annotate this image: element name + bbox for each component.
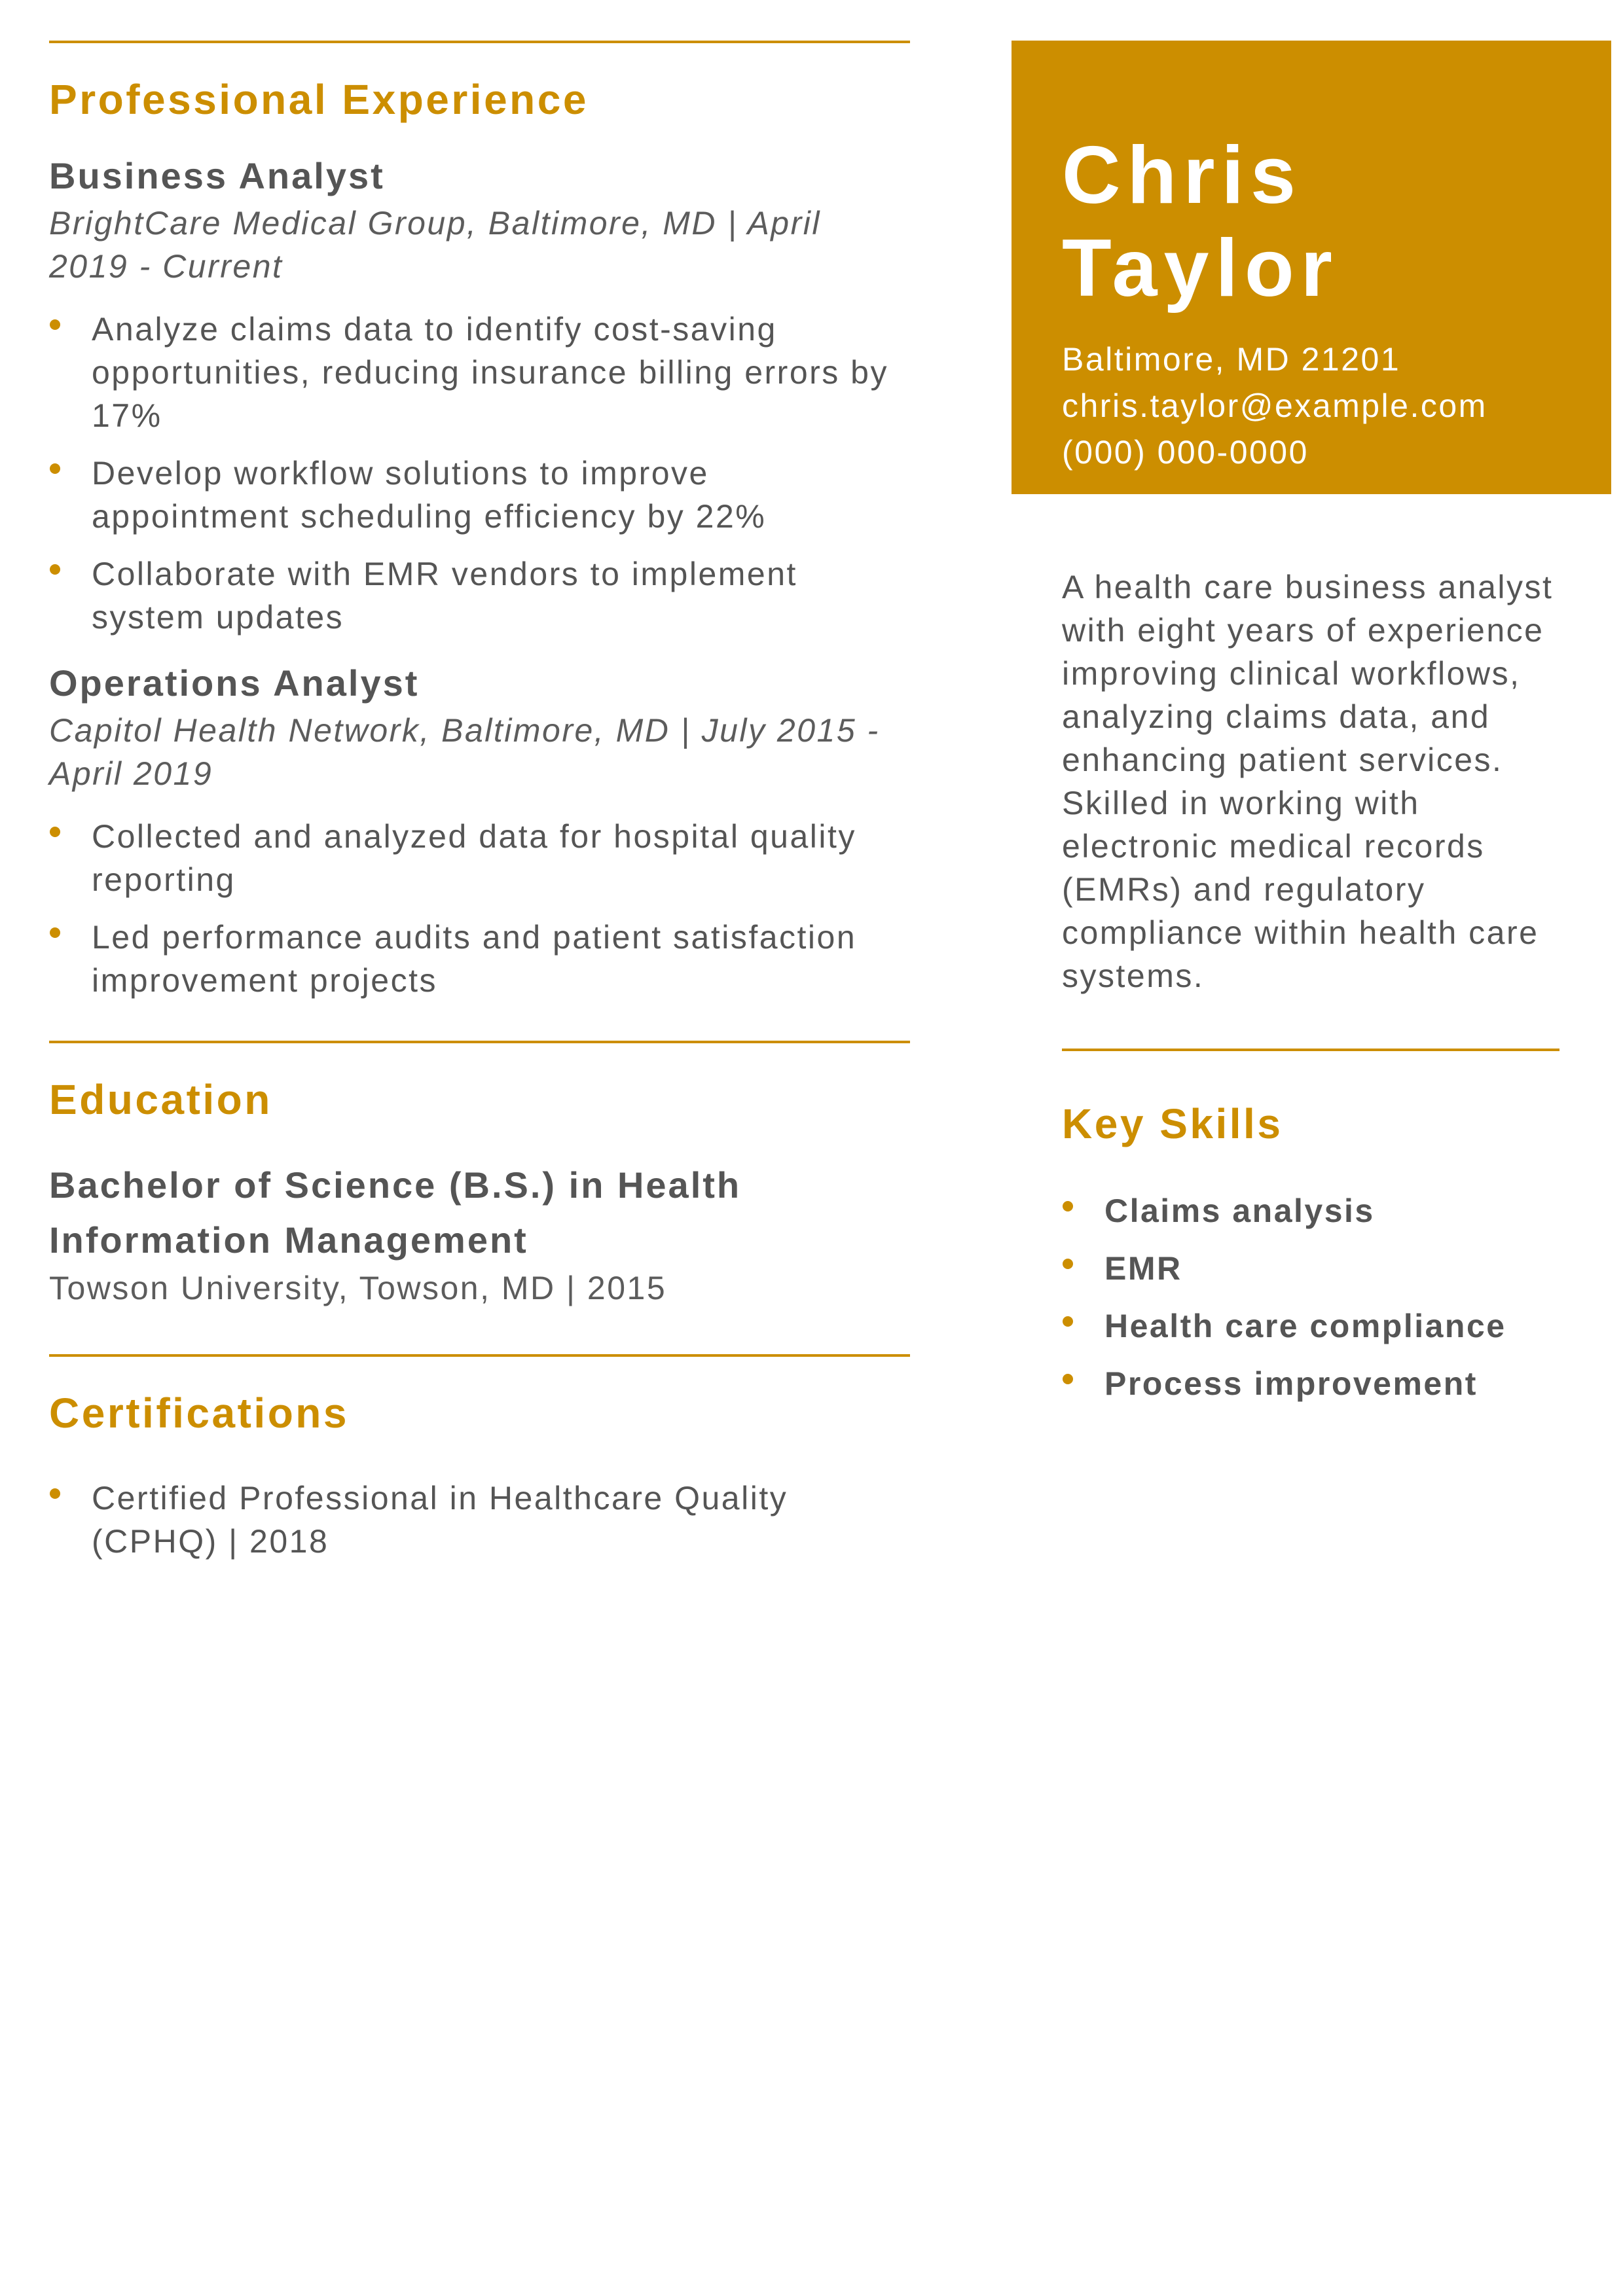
education-degree: Bachelor of Science (B.S.) in Health Information Management	[49, 1164, 742, 1261]
skill-item: Process improvement	[1062, 1362, 1612, 1405]
bullet-item: Collected and analyzed data for hospital quality reporting	[49, 815, 910, 901]
bullet-item: Certified Professional in Healthcare Quality (CPHQ) | 2018	[49, 1477, 910, 1563]
phone-text: (000) 000-0000	[1062, 434, 1309, 471]
skills-heading: Key Skills	[1062, 1100, 1283, 1147]
job-title: Business Analyst	[49, 155, 385, 196]
education-school: Towson University, Towson, MD | 2015	[49, 1270, 667, 1306]
email-text: chris.taylor@example.com	[1062, 387, 1487, 424]
job-meta: Capitol Health Network, Baltimore, MD | July 2015 - April 2019	[49, 712, 880, 792]
bullet-dot-icon	[50, 564, 60, 575]
job-entry	[49, 155, 910, 639]
name-header-box	[1012, 41, 1611, 494]
job-entry	[49, 662, 910, 1002]
experience-heading: Professional Experience	[49, 76, 589, 123]
job-bullets	[49, 815, 910, 1002]
bullet-dot-icon	[1063, 1259, 1073, 1269]
bullet-dot-icon	[1063, 1316, 1073, 1327]
main-column	[49, 41, 910, 1577]
section-divider	[1062, 1049, 1559, 1051]
skill-item: Claims analysis	[1062, 1189, 1612, 1232]
professional-summary: A health care business analyst with eight years of experience improving clinical workflows, analyzing claims data, and enhancing patient services. Skilled in working with electronic medical records (EMRs) and regulatory compliance within health care systems.	[1062, 569, 1554, 994]
address-text: Baltimore, MD 21201	[1062, 341, 1401, 378]
section-divider	[49, 41, 910, 43]
job-title: Operations Analyst	[49, 662, 420, 704]
bullet-item: Led performance audits and patient satisfaction improvement projects	[49, 916, 910, 1002]
bullet-dot-icon	[1063, 1201, 1073, 1211]
bullet-item: Develop workflow solutions to improve appointment scheduling efficiency by 22%	[49, 452, 910, 538]
bullet-item: Collaborate with EMR vendors to implement system updates	[49, 552, 910, 639]
bullet-dot-icon	[50, 1488, 60, 1499]
contact-info	[1062, 336, 1487, 476]
education-heading: Education	[49, 1076, 272, 1123]
bullet-dot-icon	[50, 463, 60, 474]
bullet-dot-icon	[50, 827, 60, 837]
job-meta: BrightCare Medical Group, Baltimore, MD | April 2019 - Current	[49, 205, 821, 285]
job-bullets	[49, 308, 910, 639]
certifications-heading: Certifications	[49, 1390, 349, 1437]
bullet-item: Analyze claims data to identify cost-saving opportunities, reducing insurance billing errors by 17%	[49, 308, 910, 437]
candidate-name: Chris Taylor	[1062, 130, 1339, 314]
section-divider	[49, 1354, 910, 1357]
bullet-dot-icon	[50, 927, 60, 938]
skill-item: Health care compliance	[1062, 1304, 1612, 1348]
skill-item: EMR	[1062, 1247, 1612, 1290]
section-divider	[49, 1041, 910, 1043]
bullet-dot-icon	[50, 319, 60, 330]
bullet-dot-icon	[1063, 1374, 1073, 1384]
skills-list	[1062, 1189, 1612, 1420]
certifications-list	[49, 1477, 910, 1563]
